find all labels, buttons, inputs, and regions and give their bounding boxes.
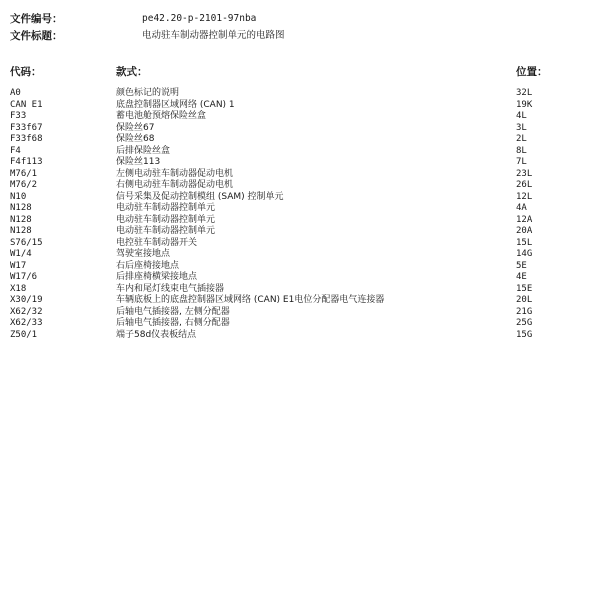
table-row	[10, 169, 570, 181]
row-position: 15G	[516, 329, 533, 340]
row-description: 电动驻车制动器控制单元	[116, 214, 216, 225]
table-row	[10, 203, 570, 215]
row-description: 右侧电动驻车制动器促动电机	[116, 180, 234, 190]
table-row	[10, 111, 570, 123]
row-code: X30/19	[10, 295, 43, 305]
row-position: 4A	[516, 203, 527, 213]
table-row	[10, 238, 570, 250]
row-code: A0	[10, 88, 21, 98]
row-position: 26L	[516, 180, 533, 190]
row-code: N128	[10, 203, 32, 213]
table-row	[10, 261, 570, 273]
row-position: 12A	[516, 214, 533, 225]
table-row	[10, 318, 570, 330]
row-code: F4f113	[10, 157, 43, 167]
row-position: 15L	[516, 237, 533, 248]
table-row	[10, 215, 570, 227]
table-row	[10, 100, 570, 112]
row-position: 19K	[516, 99, 533, 110]
row-position: 21G	[516, 306, 533, 317]
row-code: F33f68	[10, 134, 43, 144]
doc-number-value: pe42.20-p-2101-97nba	[142, 13, 257, 24]
row-position: 2L	[516, 134, 527, 144]
table-row	[10, 226, 570, 238]
row-position: 3L	[516, 122, 527, 133]
row-description: 蓄电池舱预熔保险丝盒	[116, 111, 207, 121]
row-description: 电动驻车制动器控制单元	[116, 226, 216, 236]
row-description: 保险丝67	[116, 122, 155, 133]
row-position: 23L	[516, 168, 533, 179]
table-row	[10, 307, 570, 319]
row-position: 25G	[516, 318, 533, 328]
row-code: CAN E1	[10, 99, 43, 110]
row-description: 保险丝68	[116, 134, 155, 144]
table-row	[10, 146, 570, 158]
table-row	[10, 88, 570, 100]
row-code: X62/32	[10, 306, 43, 317]
row-code: N10	[10, 191, 27, 202]
doc-title-label: 文件标题：	[10, 30, 63, 42]
table-row	[10, 249, 570, 261]
row-description: 后排保险丝盒	[116, 145, 171, 156]
row-position: 20A	[516, 226, 533, 236]
row-code: X62/33	[10, 318, 43, 328]
row-code: X18	[10, 283, 27, 294]
row-description: 电控驻车制动器开关	[116, 237, 198, 248]
row-code: F33	[10, 111, 27, 121]
row-position: 20L	[516, 295, 533, 305]
row-code: W17	[10, 260, 27, 271]
row-code: W1/4	[10, 249, 32, 259]
row-code: N128	[10, 214, 32, 225]
row-position: 4L	[516, 111, 527, 121]
row-position: 8L	[516, 145, 527, 156]
row-description: 后轴电气插接器, 右侧分配器	[116, 318, 230, 328]
table-row	[10, 157, 570, 169]
row-code: N128	[10, 226, 32, 236]
row-position: 4E	[516, 272, 527, 282]
row-code: F33f67	[10, 122, 43, 133]
row-position: 7L	[516, 157, 527, 167]
table-row	[10, 295, 570, 307]
row-position: 14G	[516, 249, 533, 259]
header-desc: 款式：	[116, 66, 148, 78]
row-code: S76/15	[10, 237, 43, 248]
row-description: 驾驶室接地点	[116, 249, 171, 259]
table-row	[10, 272, 570, 284]
row-description: 底盘控制器区域网络 (CAN) 1	[116, 99, 235, 110]
table-row	[10, 123, 570, 135]
table-row	[10, 180, 570, 192]
doc-title-value: 电动驻车制动器控制单元的电路图	[142, 30, 285, 41]
row-description: 右后座椅接地点	[116, 260, 180, 271]
table-header	[10, 65, 570, 79]
row-code: Z50/1	[10, 329, 38, 340]
row-description: 端子58d仪表板结点	[116, 329, 197, 340]
table-row	[10, 284, 570, 296]
row-code: W17/6	[10, 272, 38, 282]
legend-table	[10, 88, 570, 341]
header-code: 代码：	[10, 66, 42, 78]
row-description: 颜色标记的说明	[116, 88, 180, 98]
row-description: 信号采集及促动控制模组 (SAM) 控制单元	[116, 191, 284, 202]
row-description: 车内和尾灯线束电气插接器	[116, 283, 225, 294]
header-pos: 位置：	[516, 66, 548, 78]
row-position: 5E	[516, 260, 527, 271]
row-description: 保险丝113	[116, 157, 161, 167]
row-description: 电动驻车制动器控制单元	[116, 203, 216, 213]
row-code: F4	[10, 145, 21, 156]
row-position: 12L	[516, 191, 533, 202]
row-description: 后排座椅横梁接地点	[116, 272, 198, 282]
doc-number-label: 文件编号：	[10, 13, 63, 25]
row-position: 32L	[516, 88, 533, 98]
row-code: M76/1	[10, 168, 38, 179]
table-row	[10, 330, 570, 342]
table-row	[10, 134, 570, 146]
row-description: 左侧电动驻车制动器促动电机	[116, 168, 234, 179]
row-description: 后轴电气插接器, 左侧分配器	[116, 306, 230, 317]
row-position: 15E	[516, 283, 533, 294]
table-row	[10, 192, 570, 204]
row-description: 车辆底板上的底盘控制器区域网络 (CAN) E1电位分配器电气连接器	[116, 295, 385, 305]
row-code: M76/2	[10, 180, 38, 190]
